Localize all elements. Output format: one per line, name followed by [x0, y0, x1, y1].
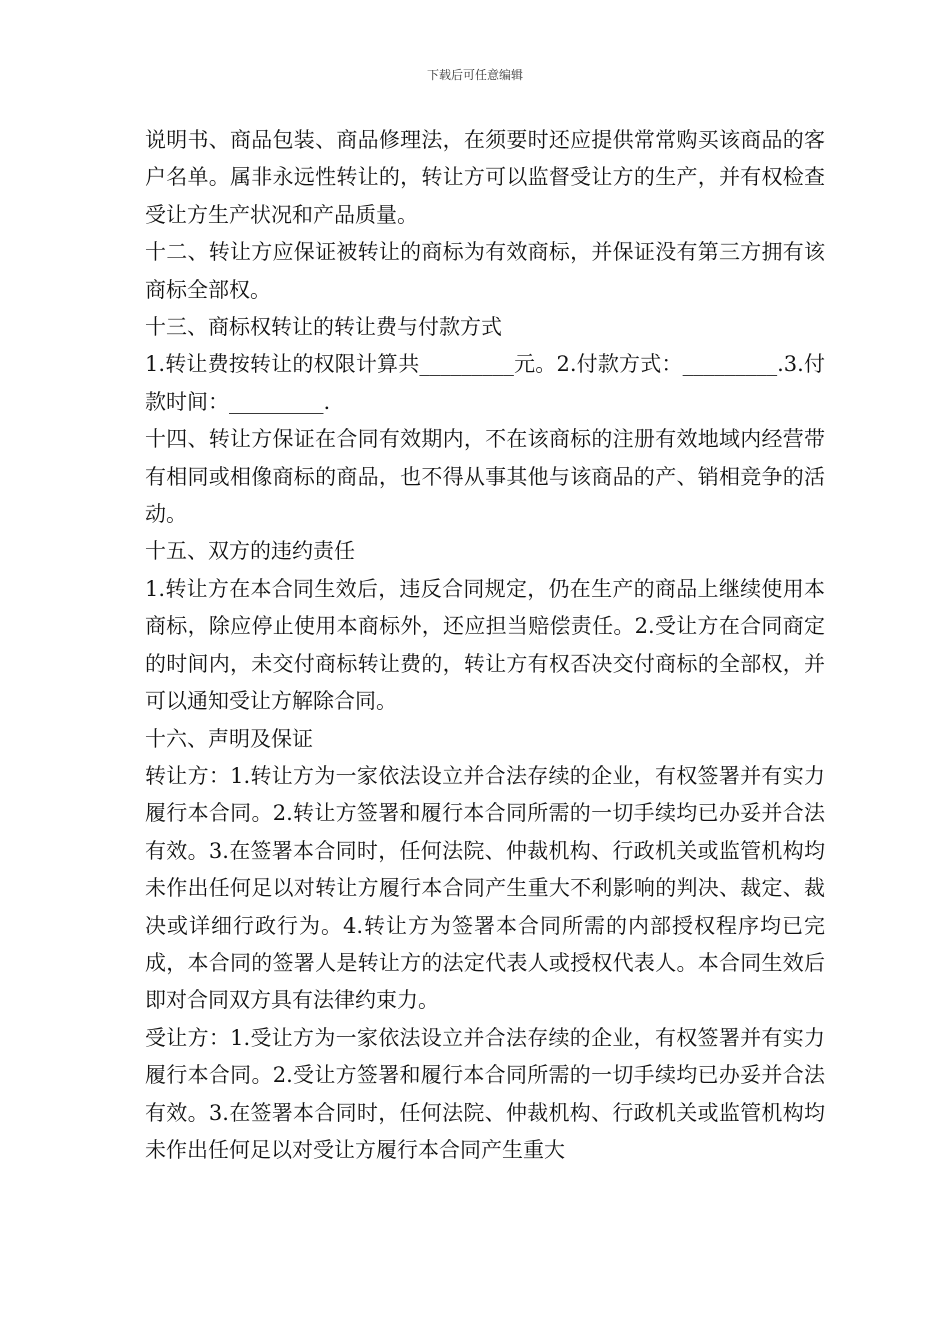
document-body	[145, 122, 825, 1169]
page-header: 下载后可任意编辑	[426, 68, 523, 82]
paragraph-breach-liability: 1.转让方在本合同生效后，违反合同规定，仍在生产的商品上继续使用本商标，除应停止使用本商标外，还应担当赔偿责任。2.受让方在合同商定的时间内，未交付商标转让费的，转让方有权否决交付商标的全部权，并可以通知受让方解除合同。	[145, 576, 825, 714]
paragraph-transferee-warranty: 受让方：1.受让方为一家依法设立并合法存续的企业，有权签署并有实力履行本合同。2.受让方签署和履行本合同所需的一切手续均已办妥并合法有效。3.在签署本合同时，任何法院、仲裁机构、行政机关或监管机构均未作出任何足以对受让方履行本合同产生重大	[145, 1025, 825, 1162]
paragraph-clause-12: 十二、转让方应保证被转让的商标为有效商标，并保证没有第三方拥有该商标全部权。	[145, 240, 825, 302]
paragraph-clause-14: 十四、转让方保证在合同有效期内，不在该商标的注册有效地域内经营带有相同或相像商标的商品，也不得从事其他与该商品的产、销相竞争的活动。	[145, 427, 825, 527]
heading-clause-16: 十六、声明及保证	[145, 726, 313, 751]
heading-clause-13: 十三、商标权转让的转让费与付款方式	[145, 315, 502, 340]
paragraph-payment-terms: 1.转让费按转让的权限计算共_________元。2.付款方式：_________.3.付款时间：_________.	[145, 352, 825, 414]
paragraph-transferor-warranty: 转让方：1.转让方为一家依法设立并合法存续的企业，有权签署并有实力履行本合同。2.转让方签署和履行本合同所需的一切手续均已办妥并合法有效。3.在签署本合同时，任何法院、仲裁机构、行政机关或监管机构均未作出任何足以对转让方履行本合同产生重大不利影响的判决、裁定、裁决或详细行政行为。4.转让方为签署本合同所需的内部授权程序均已完成，本合同的签署人是转让方的法定代表人或授权代表人。本合同生效后即对合同双方具有法律约束力。	[145, 763, 825, 1013]
paragraph-continuation: 说明书、商品包装、商品修理法，在须要时还应提供常常购买该商品的客户名单。属非永远性转让的，转让方可以监督受让方的生产，并有权检查受让方生产状况和产品质量。	[145, 128, 825, 227]
heading-clause-15: 十五、双方的违约责任	[145, 539, 355, 564]
